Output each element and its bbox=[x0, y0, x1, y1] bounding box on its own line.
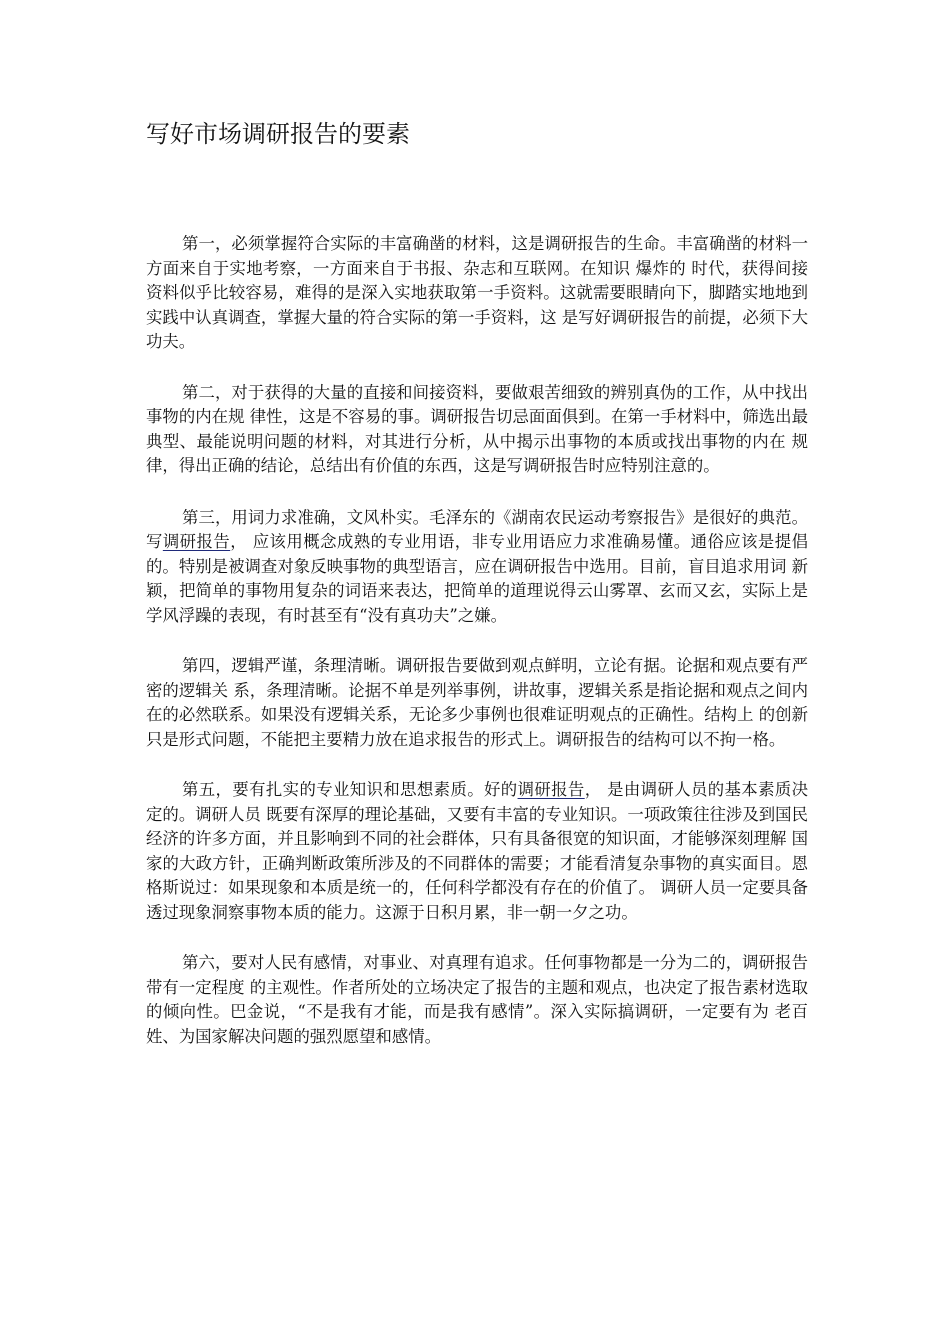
research-report-link[interactable]: 调研报告 bbox=[162, 532, 231, 551]
paragraph-3 bbox=[146, 506, 808, 629]
paragraph-2: 第二，对于获得的大量的直接和间接资料，要做艰苦细致的辨别真伪的工作，从中找出事物的内在规 律性，这是不容易的事。调研报告切忌面面俱到。在第一手材料中，筛选出最典型、最能说明问题的材料，对其进行分析，从中揭示出事物的本质或找出事物的内在 规律，得出正确的结论，总结出有价值的东西，这是写调研报告时应特别注意的。 bbox=[146, 382, 808, 475]
paragraph-3-text-before: 第三，用词力求准确，文风朴实。毛泽东的《湖南农民运动考察报告》是很好的典范。写 bbox=[146, 507, 808, 551]
paragraph-3-text-after: ， 应该用概念成熟的专业用语，非专业用语应力求准确易懂。通俗应该是提倡的。特别是被调查对象反映事物的典型语言，应在调研报告中选用。目前，盲目追求用词 新颖，把简单的事物用复杂的词语来表达，把简单的道理说得云山雾罩、玄而又玄，实际上是学风浮躁的表现，有时甚至有“没有真功夫”之嫌。 bbox=[146, 532, 809, 625]
paragraph-4: 第四，逻辑严谨，条理清晰。调研报告要做到观点鲜明，立论有据。论据和观点要有严密的逻辑关 系，条理清晰。论据不单是列举事例，讲故事，逻辑关系是指论据和观点之间内在的必然联系。如果没有逻辑关系，无论多少事例也很难证明观点的正确性。结构上 的创新只是形式问题，不能把主要精力放在追求报告的形式上。调研报告的结构可以不拘一格。 bbox=[146, 656, 808, 749]
document-body bbox=[146, 232, 808, 1075]
document-title: 写好市场调研报告的要素 bbox=[146, 120, 410, 148]
paragraph-6: 第六，要对人民有感情，对事业、对真理有追求。任何事物都是一分为二的，调研报告带有一定程度 的主观性。作者所处的立场决定了报告的主题和观点，也决定了报告素材选取的倾向性。巴金说，“不是我有才能，而是我有感情”。深入实际搞调研，一定要有为 老百姓、为国家解决问题的强烈愿望和感情。 bbox=[146, 953, 808, 1046]
paragraph-5-text-before: 第五，要有扎实的专业知识和思想素质。好的 bbox=[182, 780, 518, 799]
paragraph-1: 第一，必须掌握符合实际的丰富确凿的材料，这是调研报告的生命。丰富确凿的材料一方面来自于实地考察，一方面来自于书报、杂志和互联网。在知识 爆炸的 时代，获得间接资料似乎比较容易，难得的是深入实地获取第一手资料。这就需要眼睛向下，脚踏实地地到实践中认真调查，掌握大量的符合实际的第一手资料，这 是写好调研报告的前提，必须下大功夫。 bbox=[146, 234, 808, 351]
paragraph-5-text-after: ， 是由调研人员的基本素质决定的。调研人员 既要有深厚的理论基础，又要有丰富的专业知识。一项政策往往涉及到国民经济的许多方面，并且影响到不同的社会群体，只有具备很宽的知识面，才能够深刻理解 国家的大政方针，正确判断政策所涉及的不同群体的需要；才能看清复杂事物的真实面目。恩格斯说过：如果现象和本质是统一的，任何科学都没有存在的价值了。 调研人员一定要具备透过现象洞察事物本质的能力。这源于日积月累，非一朝一夕之功。 bbox=[146, 780, 809, 922]
paragraph-5 bbox=[146, 778, 808, 925]
research-report-link[interactable]: 调研报告 bbox=[517, 780, 585, 799]
